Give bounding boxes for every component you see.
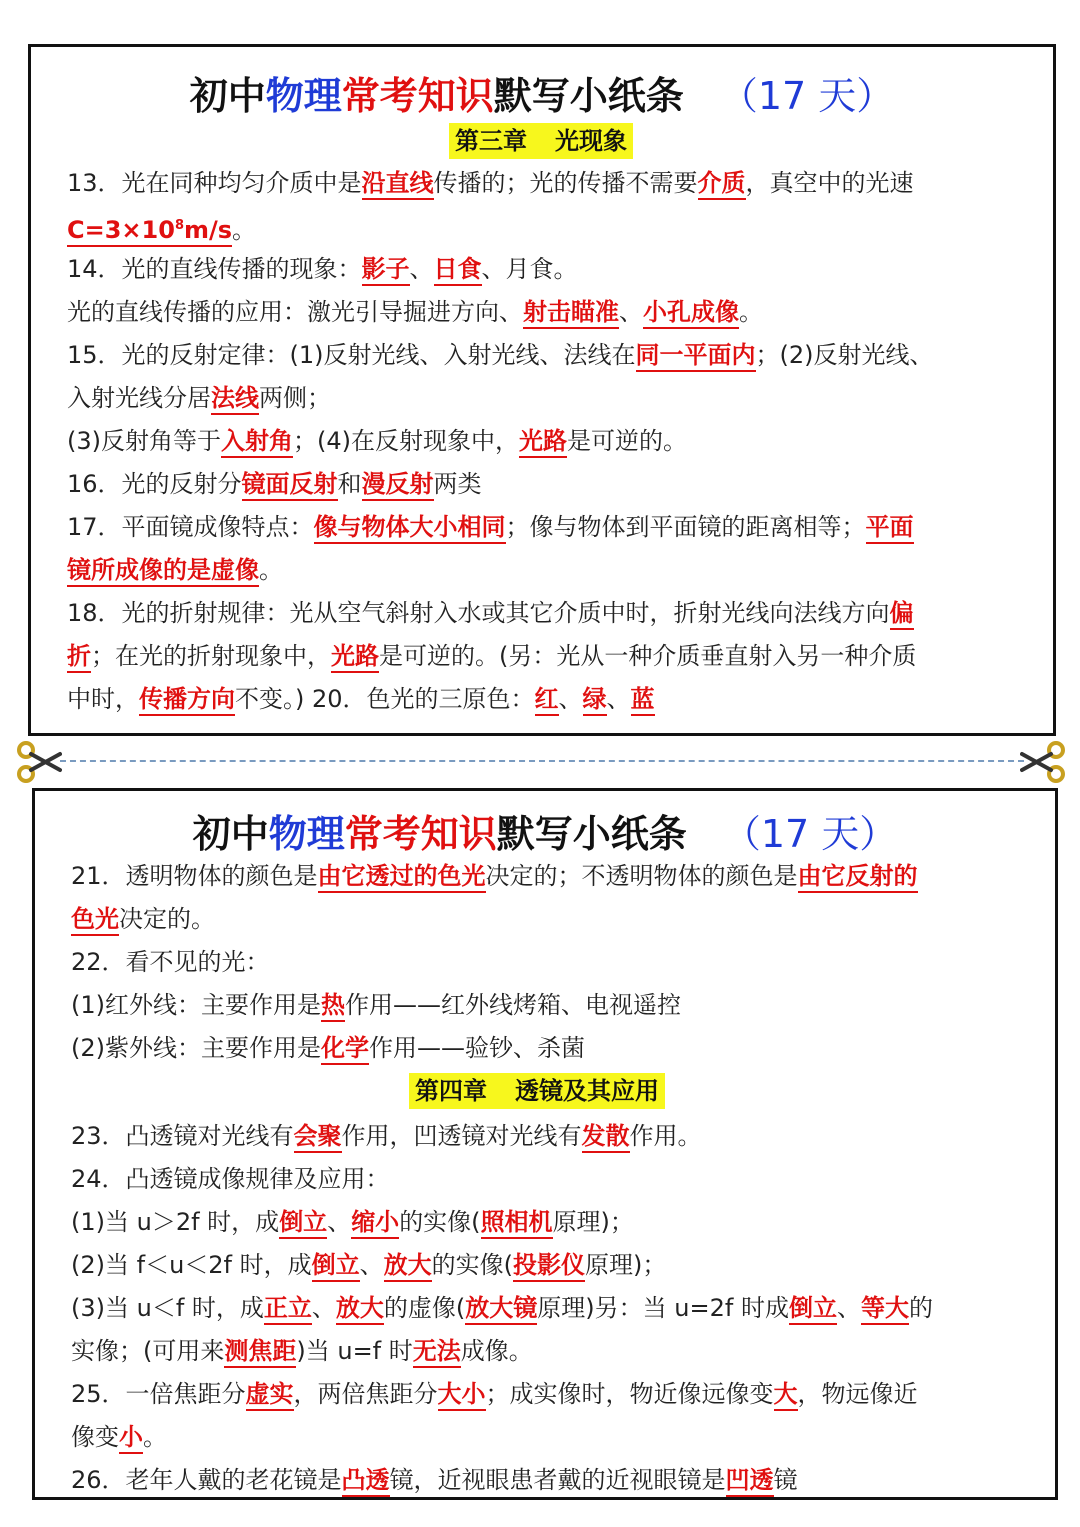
text-line xyxy=(67,555,283,585)
text-segment: 不变。) 20．色光的三原色： xyxy=(235,685,535,713)
note-card-day17-part2 xyxy=(32,788,1058,1500)
keyword: 射击瞄准 xyxy=(523,298,619,329)
text-line xyxy=(67,211,256,245)
keyword: 色光 xyxy=(71,905,119,936)
keyword: 照相机 xyxy=(481,1208,553,1239)
text-segment: 21．透明物体的颜色是 xyxy=(71,862,318,890)
text-segment: (1)当 u＞2f 时，成 xyxy=(71,1208,280,1236)
text-segment: 。 xyxy=(259,556,283,584)
keyword: 日食 xyxy=(434,255,482,286)
text-segment: ；(2)反射光线、 xyxy=(755,341,934,369)
keyword: 入射角 xyxy=(221,427,293,458)
keyword: 折 xyxy=(67,642,91,673)
text-segment: 。 xyxy=(739,298,763,326)
text-line xyxy=(67,383,331,413)
text-segment: 决定的。 xyxy=(119,905,215,933)
text-segment: ，物远像近 xyxy=(797,1380,918,1408)
keyword: 小 xyxy=(119,1423,143,1454)
text-line xyxy=(67,426,687,456)
keyword: 由它透过的色光 xyxy=(318,862,486,893)
keyword: 放大 xyxy=(336,1294,384,1325)
text-segment: 、 xyxy=(606,685,631,713)
text-line xyxy=(71,904,215,934)
text-line xyxy=(67,168,914,198)
keyword: 光路 xyxy=(331,642,379,673)
text-segment: (1)红外线：主要作用是 xyxy=(71,991,321,1019)
text-segment: 原理)； xyxy=(585,1251,667,1279)
text-segment: )当 u=f 时 xyxy=(296,1337,413,1365)
keyword: 红 xyxy=(535,685,559,716)
text-segment: 16．光的反射分 xyxy=(67,470,242,498)
keyword: 放大镜 xyxy=(465,1294,537,1325)
card-title: 初中物理常考知识默写小纸条 （17 天） xyxy=(192,812,898,856)
text-line xyxy=(67,641,916,671)
text-segment: 、 xyxy=(836,1294,861,1322)
text-segment: 22．看不见的光： xyxy=(71,948,270,976)
text-line xyxy=(71,1250,666,1280)
text-segment: 作用——红外线烤箱、电视遥控 xyxy=(345,991,681,1019)
text-segment: 光的直线传播的应用：激光引导掘进方向、 xyxy=(67,298,523,326)
keyword: 漫反射 xyxy=(362,470,434,501)
text-line xyxy=(67,598,914,628)
text-segment: 像变 xyxy=(71,1423,119,1451)
keyword: 凹透 xyxy=(726,1466,774,1497)
text-segment: 。 xyxy=(143,1423,167,1451)
keyword: 沿直线 xyxy=(362,169,434,200)
text-line xyxy=(71,1465,798,1495)
keyword: 绿 xyxy=(583,685,607,716)
text-segment: 的虚像( xyxy=(383,1294,466,1322)
text-segment: 是可逆的。 xyxy=(567,427,687,455)
text-line xyxy=(71,947,270,977)
chapter-heading: 第四章 透镜及其应用 xyxy=(409,1073,665,1109)
text-segment: 、 xyxy=(558,685,583,713)
text-line xyxy=(71,990,681,1020)
keyword: 镜所成像的是虚像 xyxy=(67,556,259,587)
keyword: 凸透 xyxy=(342,1466,390,1497)
text-line xyxy=(67,512,914,542)
keyword: 倒立 xyxy=(312,1251,360,1282)
text-segment: 17．平面镜成像特点： xyxy=(67,513,314,541)
keyword: 大小 xyxy=(438,1380,486,1411)
keyword: 投影仪 xyxy=(513,1251,585,1282)
keyword: $C=3\times 10^8m/s$ xyxy=(67,216,232,247)
keyword: 小孔成像 xyxy=(643,298,739,329)
text-segment: 成像。 xyxy=(460,1337,533,1365)
text-line xyxy=(71,861,918,891)
keyword: 光路 xyxy=(519,427,567,458)
scissors-icon xyxy=(16,740,62,784)
scissors-icon xyxy=(1020,740,1066,784)
text-segment: 的 xyxy=(908,1294,933,1322)
text-segment: 18．光的折射规律：光从空气斜射入水或其它介质中时，折射光线向法线方向 xyxy=(67,599,890,627)
keyword: 虚实 xyxy=(246,1380,294,1411)
text-segment: 入射光线分居 xyxy=(67,384,211,412)
text-segment: 、月食。 xyxy=(481,255,578,283)
text-segment: 作用——验钞、杀菌 xyxy=(369,1034,585,1062)
keyword: 缩小 xyxy=(351,1208,399,1239)
keyword: 蓝 xyxy=(631,685,655,716)
keyword: 介质 xyxy=(698,169,746,200)
text-segment: 作用。 xyxy=(629,1122,702,1150)
keyword: 化学 xyxy=(321,1034,369,1065)
text-segment: ，真空中的光速 xyxy=(745,169,914,197)
text-segment: 24．凸透镜成像规律及应用： xyxy=(71,1165,390,1193)
text-segment: 两类 xyxy=(433,470,482,498)
text-segment: 14．光的直线传播的现象： xyxy=(67,255,362,283)
text-segment: 的实像( xyxy=(399,1208,481,1236)
keyword: 正立 xyxy=(264,1294,312,1325)
note-card-day17-part1 xyxy=(28,44,1056,736)
text-segment: 、 xyxy=(619,298,643,326)
text-segment: 原理)另：当 u=2f 时成 xyxy=(537,1294,789,1322)
text-segment: 和 xyxy=(337,470,362,498)
text-segment: ；在光的折射现象中， xyxy=(91,642,331,670)
keyword: 热 xyxy=(321,991,345,1022)
text-segment: ；(4)在反射现象中， xyxy=(293,427,519,455)
text-segment: (2)紫外线：主要作用是 xyxy=(71,1034,321,1062)
text-segment: 26．老年人戴的老花镜是 xyxy=(71,1466,342,1494)
text-segment: ；像与物体到平面镜的距离相等； xyxy=(505,513,866,541)
text-segment: 传播的；光的传播不需要 xyxy=(433,169,698,197)
text-segment: 是可逆的。(另：光从一种介质垂直射入另一种介质 xyxy=(379,642,917,670)
keyword: 大 xyxy=(774,1380,798,1411)
text-segment: 、 xyxy=(311,1294,336,1322)
keyword: 倒立 xyxy=(789,1294,837,1325)
keyword: 会聚 xyxy=(294,1122,342,1153)
text-segment: 中时， xyxy=(67,685,139,713)
keyword: 发散 xyxy=(582,1122,630,1153)
keyword: 平面 xyxy=(866,513,914,544)
keyword: 偏 xyxy=(890,599,914,630)
text-segment: 实像；(可用来 xyxy=(71,1337,225,1365)
keyword: 等大 xyxy=(861,1294,909,1325)
text-segment: 镜，近视眼患者戴的近视眼镜是 xyxy=(389,1466,726,1494)
keyword: 传播方向 xyxy=(139,685,235,716)
text-segment: 、 xyxy=(359,1251,384,1279)
text-segment: 23．凸透镜对光线有 xyxy=(71,1122,294,1150)
cut-line xyxy=(60,760,1024,762)
keyword: 无法 xyxy=(413,1337,461,1368)
keyword: 像与物体大小相同 xyxy=(314,513,506,544)
text-segment: 决定的；不透明物体的颜色是 xyxy=(485,862,798,890)
text-segment: 。 xyxy=(232,216,257,244)
text-segment: 镜 xyxy=(773,1466,798,1494)
text-segment: 原理)； xyxy=(552,1208,634,1236)
text-line xyxy=(71,1293,933,1323)
chapter-heading: 第三章 光现象 xyxy=(449,123,633,159)
text-line xyxy=(71,1207,634,1237)
text-segment: ；成实像时，物近像远像变 xyxy=(485,1380,774,1408)
text-line xyxy=(71,1121,702,1151)
keyword: 测焦距 xyxy=(224,1337,296,1368)
text-line xyxy=(71,1033,585,1063)
text-line xyxy=(67,469,482,499)
keyword: 放大 xyxy=(384,1251,432,1282)
text-line xyxy=(67,340,934,370)
keyword: 倒立 xyxy=(279,1208,327,1239)
text-segment: 两侧； xyxy=(259,384,331,412)
text-line xyxy=(67,297,763,327)
text-line xyxy=(71,1422,167,1452)
keyword: 镜面反射 xyxy=(242,470,338,501)
text-segment: 、 xyxy=(409,255,434,283)
text-segment: 13．光在同种均匀介质中是 xyxy=(67,169,362,197)
keyword: 影子 xyxy=(362,255,410,286)
card-title: 初中物理常考知识默写小纸条 （17 天） xyxy=(189,74,895,118)
text-line xyxy=(71,1336,533,1366)
text-segment: 、 xyxy=(327,1208,352,1236)
text-line xyxy=(67,254,578,284)
text-line xyxy=(71,1164,390,1194)
text-segment: (3)当 u＜f 时，成 xyxy=(71,1294,264,1322)
keyword: 由它反射的 xyxy=(798,862,918,893)
keyword: 同一平面内 xyxy=(636,341,756,372)
text-segment: 的实像( xyxy=(431,1251,514,1279)
text-line xyxy=(71,1379,918,1409)
keyword: 法线 xyxy=(211,384,259,415)
text-line xyxy=(67,684,655,714)
text-segment: ，两倍焦距分 xyxy=(293,1380,438,1408)
text-segment: 25．一倍焦距分 xyxy=(71,1380,246,1408)
text-segment: 15．光的反射定律：(1)反射光线、入射光线、法线在 xyxy=(67,341,636,369)
text-segment: (2)当 f＜u＜2f 时，成 xyxy=(71,1251,312,1279)
text-segment: 作用，凹透镜对光线有 xyxy=(341,1122,582,1150)
text-segment: (3)反射角等于 xyxy=(67,427,221,455)
